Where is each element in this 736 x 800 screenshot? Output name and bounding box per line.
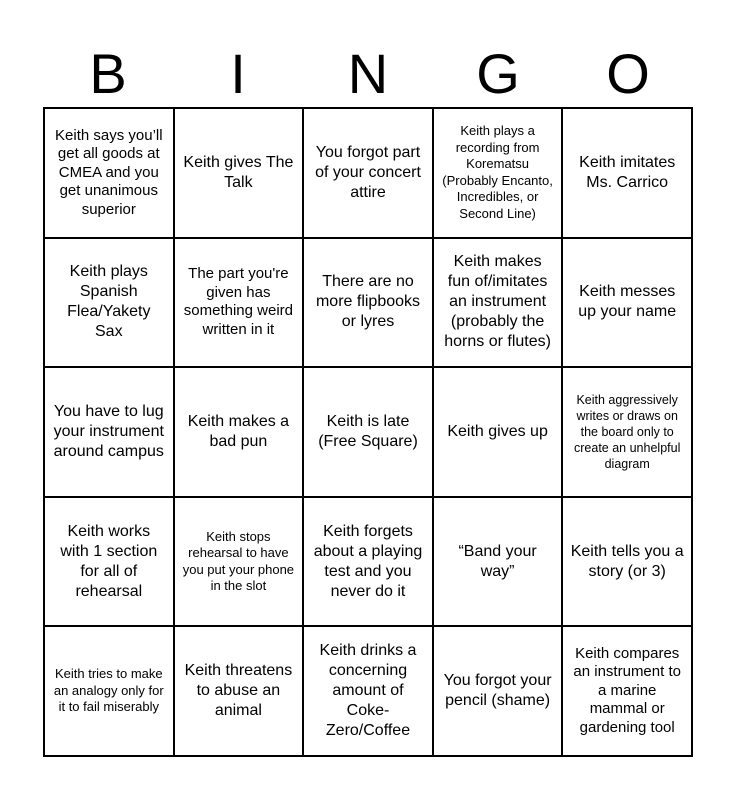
cell-text: Keith stops rehearsal to have you put your phone in the slot — [182, 528, 295, 594]
cell-text: Keith imitates Ms. Carrico — [579, 153, 676, 191]
bingo-cell-r2-c2[interactable] — [175, 239, 305, 369]
bingo-cell-r4-c5[interactable] — [563, 498, 693, 628]
cell-text: Keith makes fun of/imitates an instrument (probably the horns or flutes) — [444, 253, 551, 351]
bingo-header — [43, 40, 693, 108]
bingo-cell-r3-c2[interactable] — [175, 368, 305, 498]
bingo-cell-r5-c3[interactable] — [304, 627, 434, 757]
bingo-cell-r5-c2[interactable] — [175, 627, 305, 757]
bingo-cell-r4-c2[interactable] — [175, 498, 305, 628]
bingo-cell-r5-c1[interactable] — [45, 627, 175, 757]
bingo-cell-r4-c3[interactable] — [304, 498, 434, 628]
cell-text: Keith compares an instrument to a marine mammal or gardening tool — [573, 644, 681, 736]
cell-text: The part you're given has something weird written in it — [183, 265, 293, 338]
cell-text: You forgot part of your concert attire — [315, 143, 421, 201]
header-letter-i: I — [230, 42, 246, 105]
bingo-cell-r3-c4[interactable] — [434, 368, 564, 498]
bingo-cell-r5-c5[interactable] — [563, 627, 693, 757]
bingo-cell-r2-c3[interactable] — [304, 239, 434, 369]
bingo-cell-r2-c1[interactable] — [45, 239, 175, 369]
cell-text: There are no more flipbooks or lyres — [315, 273, 421, 331]
cell-text: Keith threatens to abuse an animal — [184, 662, 293, 720]
cell-text: Keith aggressively writes or draws on the board only to create an unhelpful diagram — [574, 392, 681, 471]
bingo-cell-r2-c5[interactable] — [563, 239, 693, 369]
cell-text: You have to lug your instrument around campus — [53, 402, 164, 460]
cell-text: Keith tells you a story (or 3) — [570, 542, 684, 580]
header-letter-g: G — [476, 42, 520, 105]
cell-text: “Band your way” — [458, 542, 537, 580]
cell-text: Keith works with 1 section for all of rehearsal — [60, 522, 158, 600]
bingo-cell-r5-c4[interactable] — [434, 627, 564, 757]
bingo-cell-r1-c4[interactable] — [434, 109, 564, 239]
cell-text: Keith plays a recording from Korematsu (Probably Encanto, Incredibles, or Second Line) — [442, 123, 553, 221]
bingo-cell-r1-c2[interactable] — [175, 109, 305, 239]
header-letter-b: B — [89, 42, 127, 105]
cell-text: Keith forgets about a playing test and you never do it — [313, 522, 423, 600]
bingo-cell-r1-c1[interactable] — [45, 109, 175, 239]
bingo-cell-r1-c3[interactable] — [304, 109, 434, 239]
bingo-cell-r4-c1[interactable] — [45, 498, 175, 628]
bingo-card-grid — [43, 107, 693, 757]
cell-text: Keith drinks a concerning amount of Coke-Zero/Coffee — [319, 642, 417, 740]
cell-text: Keith plays Spanish Flea/Yakety Sax — [67, 263, 151, 341]
header-letter-n: N — [347, 42, 389, 105]
bingo-cell-r3-c3[interactable] — [304, 368, 434, 498]
bingo-cell-r2-c4[interactable] — [434, 239, 564, 369]
bingo-cell-r4-c4[interactable] — [434, 498, 564, 628]
cell-text: Keith is late (Free Square) — [318, 412, 418, 450]
cell-text: Keith says you’ll get all goods at CMEA and you get unanimous superior — [55, 126, 163, 218]
cell-text: You forgot your pencil (shame) — [443, 672, 552, 710]
cell-text: Keith tries to make an analogy only for it to fail miserably — [53, 666, 164, 715]
cell-text: Keith makes a bad pun — [187, 412, 290, 450]
bingo-cell-r3-c1[interactable] — [45, 368, 175, 498]
cell-text: Keith gives The Talk — [183, 153, 294, 191]
cell-text: Keith gives up — [447, 422, 548, 440]
cell-text: Keith messes up your name — [578, 283, 677, 321]
bingo-cell-r1-c5[interactable] — [563, 109, 693, 239]
header-letter-o: O — [606, 42, 650, 105]
bingo-cell-r3-c5[interactable] — [563, 368, 693, 498]
